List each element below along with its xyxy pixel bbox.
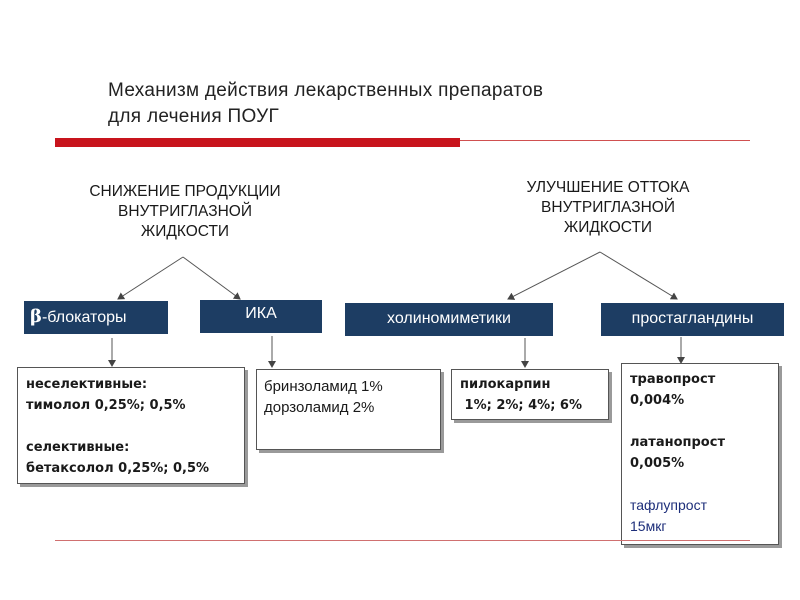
box-ika-drugs (256, 369, 441, 450)
beta-timolol: тимолол 0,25%; 0,5% (26, 398, 186, 413)
tag-beta-blockers (24, 301, 168, 334)
beta-symbol: β (30, 306, 42, 327)
ika-dorzolamide: дорзоламид 2% (264, 399, 375, 416)
box-cholino-drugs (451, 369, 609, 420)
beta-nonselective-label: неселективные: (26, 377, 148, 392)
cholino-label: холиномиметики (387, 310, 511, 327)
heading-left-line-3: ЖИДКОСТИ (140, 223, 230, 240)
arrow-to-ika (183, 257, 240, 299)
prost-travoprost-dose: 0,004% (630, 393, 685, 408)
heading-right-line-2: ВНУТРИГЛАЗНОЙ (541, 199, 675, 216)
arrow-to-beta (118, 257, 183, 299)
title-line-2: для лечения ПОУГ (108, 106, 280, 127)
prost-latanoprost-dose: 0,005% (630, 456, 685, 471)
prost-tafluprost-dose: 15мкг (630, 518, 667, 534)
arrow-to-prost (600, 252, 677, 299)
cholino-concentrations: 1%; 2%; 4%; 6% (460, 398, 582, 413)
prost-tafluprost: тафлупрост (630, 497, 707, 513)
heading-right-line-1: УЛУЧШЕНИЕ ОТТОКА (526, 179, 690, 196)
beta-label: -блокаторы (41, 309, 127, 326)
arrow-to-cholino (508, 252, 600, 299)
cholino-pilocarpine: пилокарпин (460, 377, 551, 392)
tag-ika (200, 300, 322, 333)
box-beta-drugs (17, 367, 245, 484)
heading-left-line-2: ВНУТРИГЛАЗНОЙ (118, 203, 252, 220)
prost-label: простагландины (631, 310, 754, 327)
tag-prostaglandins (601, 303, 784, 336)
beta-selective-label: селективные: (26, 440, 130, 455)
heading-left-line-1: СНИЖЕНИЕ ПРОДУКЦИИ (89, 183, 281, 200)
ika-label: ИКА (245, 305, 277, 322)
bottom-rule (55, 540, 750, 541)
title-line-1: Механизм действия лекарственных препаратов (108, 80, 544, 101)
heading-right-line-3: ЖИДКОСТИ (563, 219, 653, 236)
prost-travoprost: травопрост (630, 372, 716, 387)
box-prost-drugs (621, 363, 779, 545)
beta-betaxolol: бетаксолол 0,25%; 0,5% (26, 461, 210, 476)
ika-brinzolamide: бринзоламид 1% (264, 378, 383, 395)
prost-latanoprost: латанопрост (630, 435, 725, 450)
tag-cholinomimetics (345, 303, 553, 336)
